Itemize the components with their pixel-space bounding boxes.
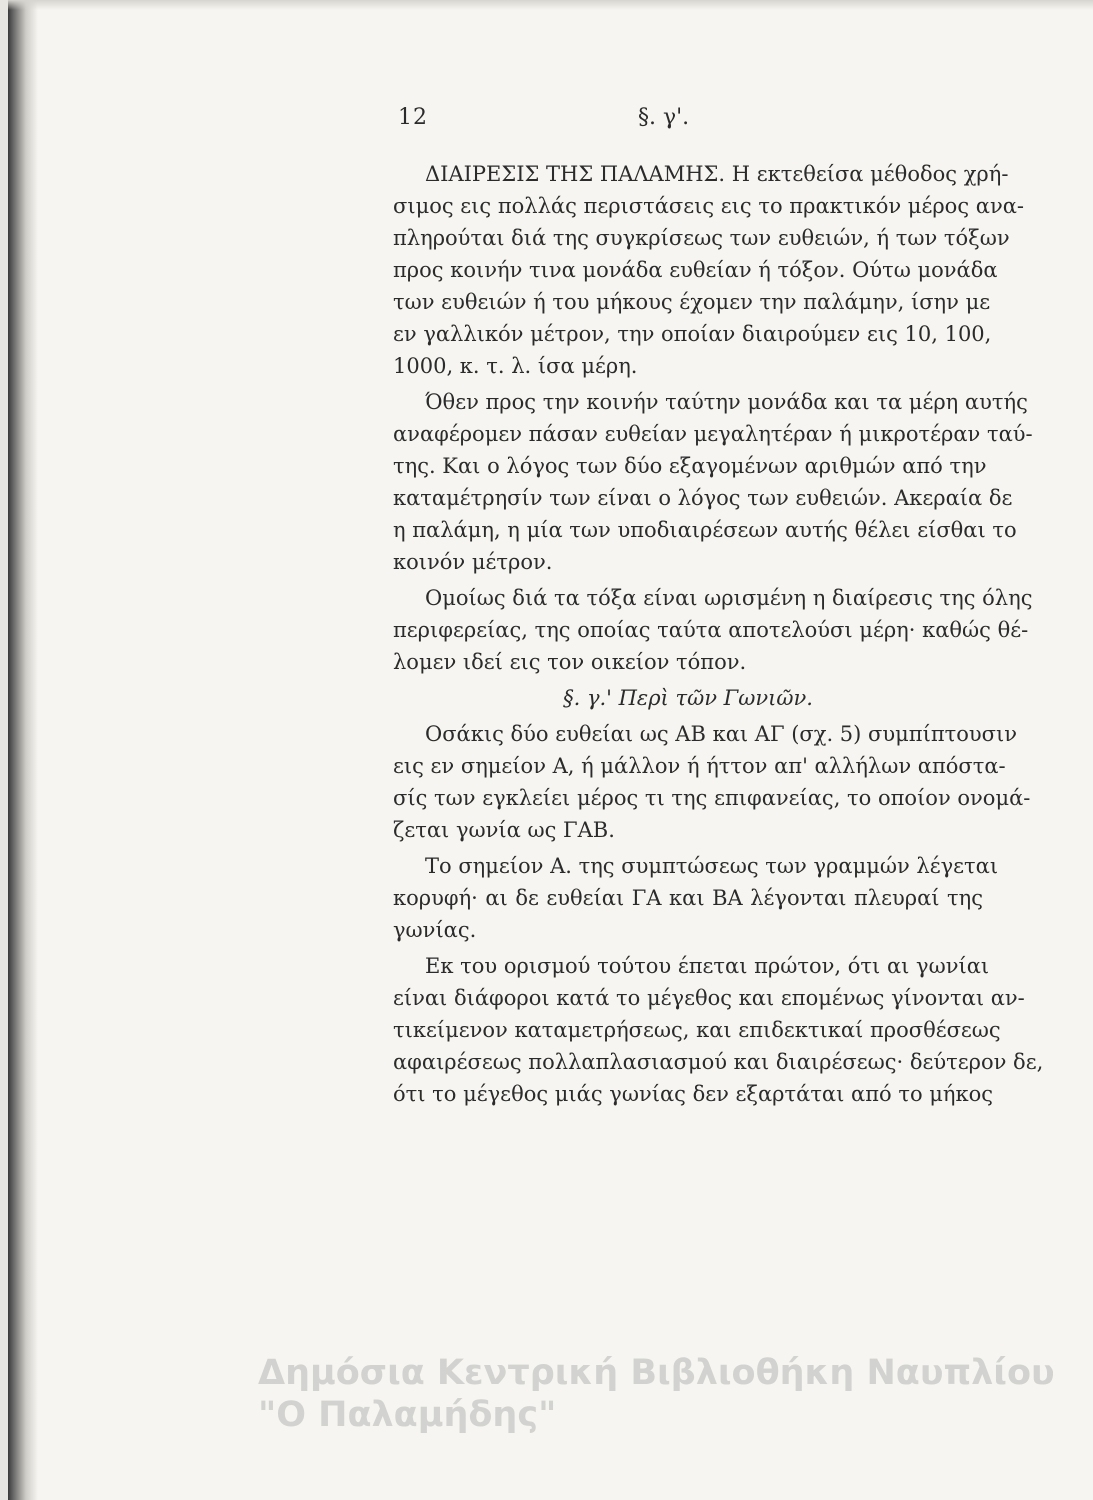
text-line: είναι διάφοροι κατά το μέγεθος και επομένως γίνονται αν- [393, 986, 1025, 1010]
page-number: 12 [398, 105, 428, 130]
text-line: ότι το μέγεθος μιάς γωνίας δεν εξαρτάται από το μήκος [393, 1082, 994, 1106]
text-line: των ευθειών ή του μήκους έχομεν την παλάμην, ίσην με [393, 290, 991, 314]
library-watermark [258, 1352, 1078, 1436]
running-head [398, 105, 998, 135]
text-line: λομεν ιδεί εις τον οικείον τόπον. [393, 650, 747, 674]
watermark-line-2: "Ο Παλαμήδης" [258, 1395, 557, 1435]
text-line: κορυφή· αι δε ευθείαι ΓΑ και ΒΑ λέγονται πλευραί της [393, 886, 983, 910]
text-line: ΔΙΑΙΡΕΣΙΣ ΤΗΣ ΠΑΛΑΜΗΣ. Η εκτεθείσα μέθοδος χρή- [425, 162, 1009, 186]
text-line: καταμέτρησίν των είναι ο λόγος των ευθειών. Ακεραία δε [393, 486, 1013, 510]
body-text [393, 158, 1044, 1110]
text-line: αφαιρέσεως πολλαπλασιασμού και διαιρέσεως· δεύτερον δε, [393, 1050, 1044, 1074]
text-line: Ομοίως διά τα τόξα είναι ωρισμένη η διαίρεσις της όλης [425, 586, 1033, 610]
text-line: σίς των εγκλείει μέρος τι της επιφανείας, το οποίον ονομά- [393, 786, 1031, 810]
text-line: προς κοινήν τινα μονάδα ευθείαν ή τόξον. Ούτω μονάδα [393, 258, 998, 282]
section-heading: §. γ.' Περὶ τῶν Γωνιῶν. [563, 686, 813, 710]
binding-shadow [8, 0, 38, 1500]
text-line: Εκ του ορισμού τούτου έπεται πρώτον, ότι αι γωνίαι [425, 954, 990, 978]
book-page [8, 0, 1093, 1500]
text-line: Όθεν προς την κοινήν ταύτην μονάδα και τα μέρη αυτής [425, 390, 1028, 414]
text-line: 1000, κ. τ. λ. ίσα μέρη. [393, 354, 638, 378]
text-line: εις εν σημείον Α, ή μάλλον ή ήττον απ' αλλήλων απόστα- [393, 754, 1006, 778]
page-top-edge [8, 0, 1093, 10]
text-line: Οσάκις δύο ευθείαι ως ΑΒ και ΑΓ (σχ. 5) συμπίπτουσιν [425, 722, 1017, 746]
text-line: ζεται γωνία ως ΓΑΒ. [393, 818, 615, 842]
text-line: εν γαλλικόν μέτρον, την οποίαν διαιρούμεν εις 10, 100, [393, 322, 992, 346]
text-line: η παλάμη, η μία των υποδιαιρέσεων αυτής θέλει είσθαι το [393, 518, 1017, 542]
text-line: της. Και ο λόγος των δύο εξαγομένων αριθμών από την [393, 454, 987, 478]
section-mark: §. γ'. [638, 105, 690, 130]
text-line: κοινόν μέτρον. [393, 550, 553, 574]
text-line: γωνίας. [393, 918, 477, 942]
watermark-line-1: Δημόσια Κεντρική Βιβλιοθήκη Ναυπλίου [258, 1353, 1055, 1393]
text-line: περιφερείας, της οποίας ταύτα αποτελούσι μέρη· καθώς θέ- [393, 618, 1029, 642]
text-line: πληρούται διά της συγκρίσεως των ευθειών, ή των τόξων [393, 226, 1010, 250]
text-line: τικείμενον καταμετρήσεως, και επιδεκτικαί προσθέσεως [393, 1018, 1001, 1042]
text-line: αναφέρομεν πάσαν ευθείαν μεγαλητέραν ή μικροτέραν ταύ- [393, 422, 1033, 446]
text-line: Το σημείον Α. της συμπτώσεως των γραμμών λέγεται [425, 854, 999, 878]
text-line: σιμος εις πολλάς περιστάσεις εις το πρακτικόν μέρος ανα- [393, 194, 1024, 218]
